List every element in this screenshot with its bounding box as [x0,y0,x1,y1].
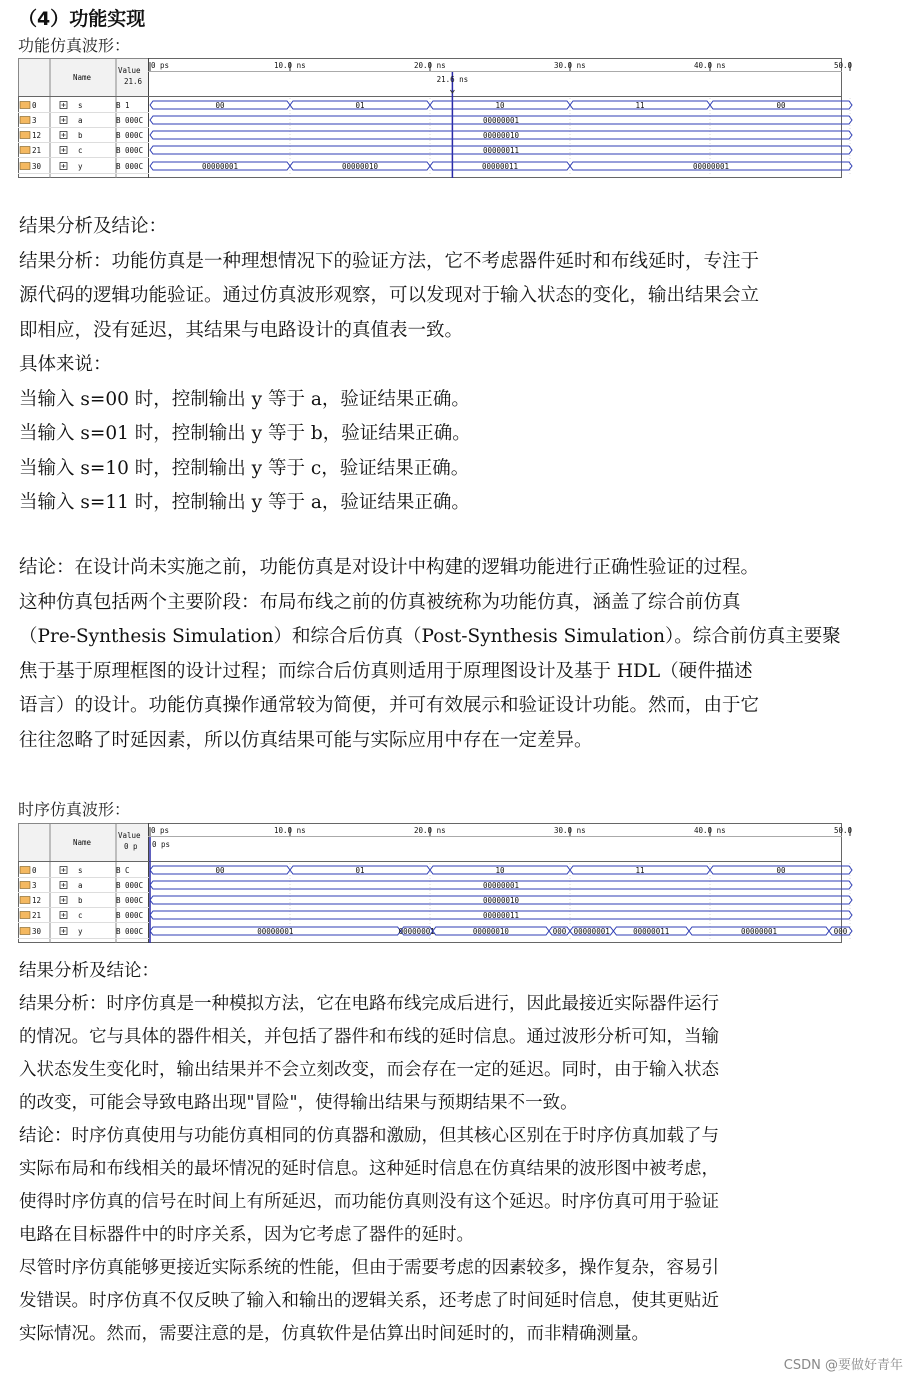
c-bus-label: 00000011 [482,911,520,920]
signal-value: B 000C [116,162,144,171]
s-bus-label: 11 [635,866,645,875]
time-tick-label: 50.0 [834,61,853,70]
time-tick-label: 10.0 ns [274,61,306,70]
section1-line: 当输入 s=00 时，控制输出 y 等于 a，验证结果正确。 [19,388,470,410]
signal-name: a [78,116,83,125]
signal-id: 0 [32,866,37,875]
pin-icon [20,928,30,935]
signal-id: 30 [32,162,42,171]
signal-name: a [78,881,83,890]
conclusion-line: 这种仿真包括两个主要阶段：布局布线之前的仿真被统称为功能仿真，涵盖了综合前仿真 [19,591,741,613]
conclusion-line: 往往忽略了时延因素，所以仿真结果可能与实际应用中存在一定差异。 [19,729,593,751]
value-header: Value [118,66,141,75]
b-bus-label: 00000010 [482,896,520,905]
s-bus-label: 00 [776,866,786,875]
section2-line: 的改变，可能会导致电路出现"冒险"，使得输出结果与预期结果不一致。 [19,1093,578,1113]
section2-line: 发错误。时序仿真不仅反映了输入和输出的逻辑关系，还考虑了时间延时信息，使其更贴近 [19,1291,719,1311]
signal-name: s [78,101,83,110]
cursor-label: 21.6 ns [436,75,469,84]
name-header: Name [72,73,92,82]
pin-icon [20,102,30,109]
y-bus-label: 00000011 [633,927,670,936]
section1-body [19,210,869,521]
y-bus-label: 00000001 [692,162,730,171]
section2-line: 使得时序仿真的信号在时间上有所延迟，而功能仿真则没有这个延迟。时序仿真可用于验证 [19,1192,719,1212]
timing-wave-caption: 时序仿真波形： [18,800,131,819]
pin-icon [20,147,30,154]
signal-value: B 000C [116,146,144,155]
y-bus-label: 00000001 [740,927,778,936]
signal-name: s [78,866,83,875]
y-bus-label: 00000010 [341,162,379,171]
signal-name: c [78,911,83,920]
section2-line: 电路在目标器件中的时序关系，因为它考虑了器件的延时。 [19,1225,474,1245]
signal-id: 21 [32,911,42,920]
signal-id: 3 [32,116,37,125]
time-tick-label: 0 ps [151,826,170,835]
pin-icon [20,897,30,904]
conclusion-line: （Pre-Synthesis Simulation）和综合后仿真（Post-Synthesis Simulation）。综合前仿真主要聚 [19,626,841,647]
section2-line: 实际情况。然而，需要注意的是，仿真软件是估算出时间延时的，而非精确测量。 [19,1324,649,1344]
y-bus-label: 00000010 [472,927,509,936]
section2-body [19,955,879,1351]
signal-value: B 000C [116,927,144,936]
section2-line: 实际布局和布线相关的最坏情况的延时信息。这种延时信息在仿真结果的波形图中被考虑， [19,1159,719,1179]
signal-id: 12 [32,896,42,905]
section1-line: 结果分析：功能仿真是一种理想情况下的验证方法，它不考虑器件延时和布线延时，专注于 [19,250,760,272]
y-bus-label: 00000001 [257,927,294,936]
signal-value: B 000C [116,911,144,920]
name-header: Name [72,838,92,847]
b-bus-label: 00000010 [482,131,520,140]
signal-name: c [78,146,83,155]
section2-line: 入状态发生变化时，输出结果并不会立刻改变，而会存在一定的延迟。同时，由于输入状态 [19,1060,719,1080]
signal-id: 0 [32,101,37,110]
section2-line: 结果分析：时序仿真是一种模拟方法，它在电路布线完成后进行，因此最接近实际器件运行 [19,994,719,1014]
s-bus-label: 01 [355,866,365,875]
timing-waveform-panel [18,823,853,943]
func-waveform-panel [18,58,853,178]
signal-value: B 000C [116,881,144,890]
section1-line: 具体来说： [19,354,112,375]
signal-value: B 1 [116,101,130,110]
section2-line: 结论：时序仿真使用与功能仿真相同的仿真器和激励，但其核心区别在于时序仿真加载了与 [19,1126,719,1146]
section1-line: 源代码的逻辑功能验证。通过仿真波形观察，可以发现对于输入状态的变化，输出结果会立 [19,285,760,306]
signal-id: 3 [32,881,37,890]
time-tick-label: 20.0 ns [414,826,446,835]
section2-line: 尽管时序仿真能够更接近实际系统的性能，但由于需要考虑的因素较多，操作复杂，容易引 [19,1258,719,1278]
signal-id: 21 [32,146,42,155]
signal-name: y [78,162,83,171]
value-subheader: 21.6 [124,77,143,86]
pin-icon [20,882,30,889]
section1-line: 即相应，没有延迟，其结果与电路设计的真值表一致。 [19,319,464,341]
time-tick-label: 50.0 [834,826,853,835]
conclusion-line: 焦于基于原理框图的设计过程；而综合后仿真则适用于原理图设计及基于 HDL（硬件描述 [19,660,753,682]
conclusion-line: 结论：在设计尚未实施之前，功能仿真是对设计中构建的逻辑功能进行正确性验证的过程。 [19,557,760,578]
time-tick-label: 20.0 ns [414,61,446,70]
func-wave-caption: 功能仿真波形： [18,36,131,55]
y-bus-label: 000 [552,927,567,936]
time-tick-label: 10.0 ns [274,826,306,835]
pin-icon [20,132,30,139]
timing-waveform [18,823,853,943]
signal-value: B 000C [116,131,144,140]
y-bus-label: 00000001 [573,927,610,936]
s-bus-label: 01 [355,101,365,110]
signal-value: B C [116,866,130,875]
y-bus-label: 00000011 [481,162,519,171]
y-bus-label: 000 [833,927,848,936]
s-bus-label: 10 [495,866,505,875]
watermark: CSDN @要做好青年 [783,1358,903,1373]
value-subheader: 0 p [124,842,138,851]
section1-line: 结果分析及结论： [19,216,168,237]
time-tick-label: 30.0 ns [554,61,586,70]
time-tick-label: 40.0 ns [694,61,726,70]
signal-value: B 000C [116,116,144,125]
section2-line: 的情况。它与具体的器件相关，并包括了器件和布线的延时信息。通过波形分析可知，当输 [19,1027,719,1047]
time-tick-label: 0 ps [151,61,170,70]
pin-icon [20,117,30,124]
value-header: Value [118,831,141,840]
section-heading: （4）功能实现 [18,8,146,30]
s-bus-label: 10 [495,101,505,110]
signal-name: b [78,131,83,140]
section1-line: 当输入 s=01 时，控制输出 y 等于 b，验证结果正确。 [19,423,471,444]
signal-id: 12 [32,131,42,140]
s-bus-label: 00 [776,101,786,110]
section2-line: 结果分析及结论： [19,961,159,981]
s-bus-label: 00 [215,101,225,110]
conclusion-line: 语言）的设计。功能仿真操作通常较为简便，并可有效展示和验证设计功能。然而，由于它 [19,695,760,716]
cursor-label: 0 ps [152,840,171,849]
section1-line: 当输入 s=11 时，控制输出 y 等于 a，验证结果正确。 [19,492,470,513]
section1-line: 当输入 s=10 时，控制输出 y 等于 c，验证结果正确。 [19,457,470,479]
c-bus-label: 00000011 [482,146,520,155]
time-tick-label: 40.0 ns [694,826,726,835]
signal-name: y [78,927,83,936]
pin-icon [20,867,30,874]
section1-conclusion [19,551,869,758]
s-bus-label: 11 [635,101,645,110]
a-bus-label: 00000001 [482,116,520,125]
signal-name: b [78,896,83,905]
s-bus-label: 00 [215,866,225,875]
signal-id: 30 [32,927,42,936]
y-bus-label: 00000001 [201,162,239,171]
y-bus-label: 00000001 [398,927,435,936]
signal-value: B 000C [116,896,144,905]
time-tick-label: 30.0 ns [554,826,586,835]
pin-icon [20,163,30,170]
pin-icon [20,912,30,919]
func-waveform [18,58,853,178]
a-bus-label: 00000001 [482,881,520,890]
